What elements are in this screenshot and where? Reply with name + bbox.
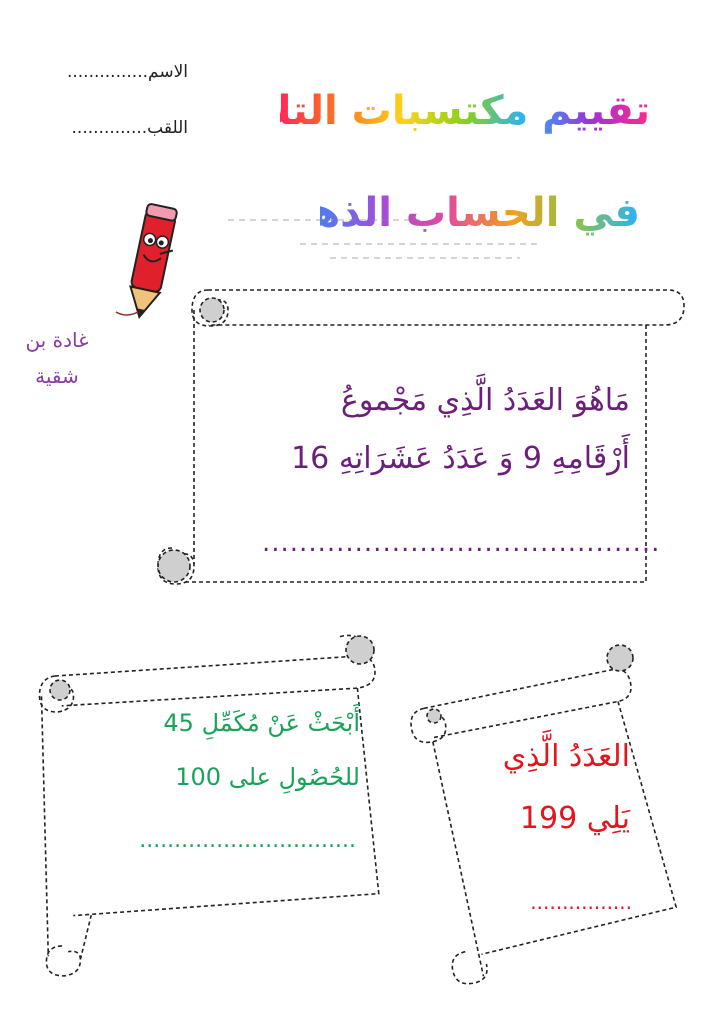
surname-label: اللقب [147,118,188,138]
question2-line2: للحُصُولِ على 100 [175,763,360,791]
question3-line2: يَلِي 199 [519,801,630,836]
surname-field[interactable] [38,118,188,138]
author-line1: غادة بن [25,328,89,352]
question3-answer-blank[interactable]: ................ [530,890,632,914]
question2-text [100,696,360,804]
question3-line1: العَدَدُ الَّذِي [502,739,630,774]
question2-answer-blank[interactable]: ............................... [139,828,356,853]
surname-blank[interactable]: .............. [71,118,148,138]
name-blank[interactable]: ............... [66,62,149,82]
question1-line2: أَرْقَامِهِ 9 وَ عَدَدُ عَشَرَاتِهِ 16 [291,441,630,476]
name-field[interactable] [38,62,188,82]
question1-answer-blank[interactable]: ........................................... [262,528,661,558]
question2-line1: أَبْحَثْ عَنْ مُكَمِّلِ 45 [163,709,360,737]
name-label: الاسم [148,62,188,82]
page-subtitle: في الحساب الذهني [255,190,640,236]
author-line2: شقية [35,364,79,388]
question2-scroll [38,635,383,977]
author-name [12,322,102,394]
question3-text [460,726,630,850]
question1-line1: مَاهُوَ العَدَدُ الَّذِي مَجْموعُ [340,383,630,418]
question1-text [200,372,630,488]
page-title: تقييم مكتسبات التلاميذ [198,88,650,134]
